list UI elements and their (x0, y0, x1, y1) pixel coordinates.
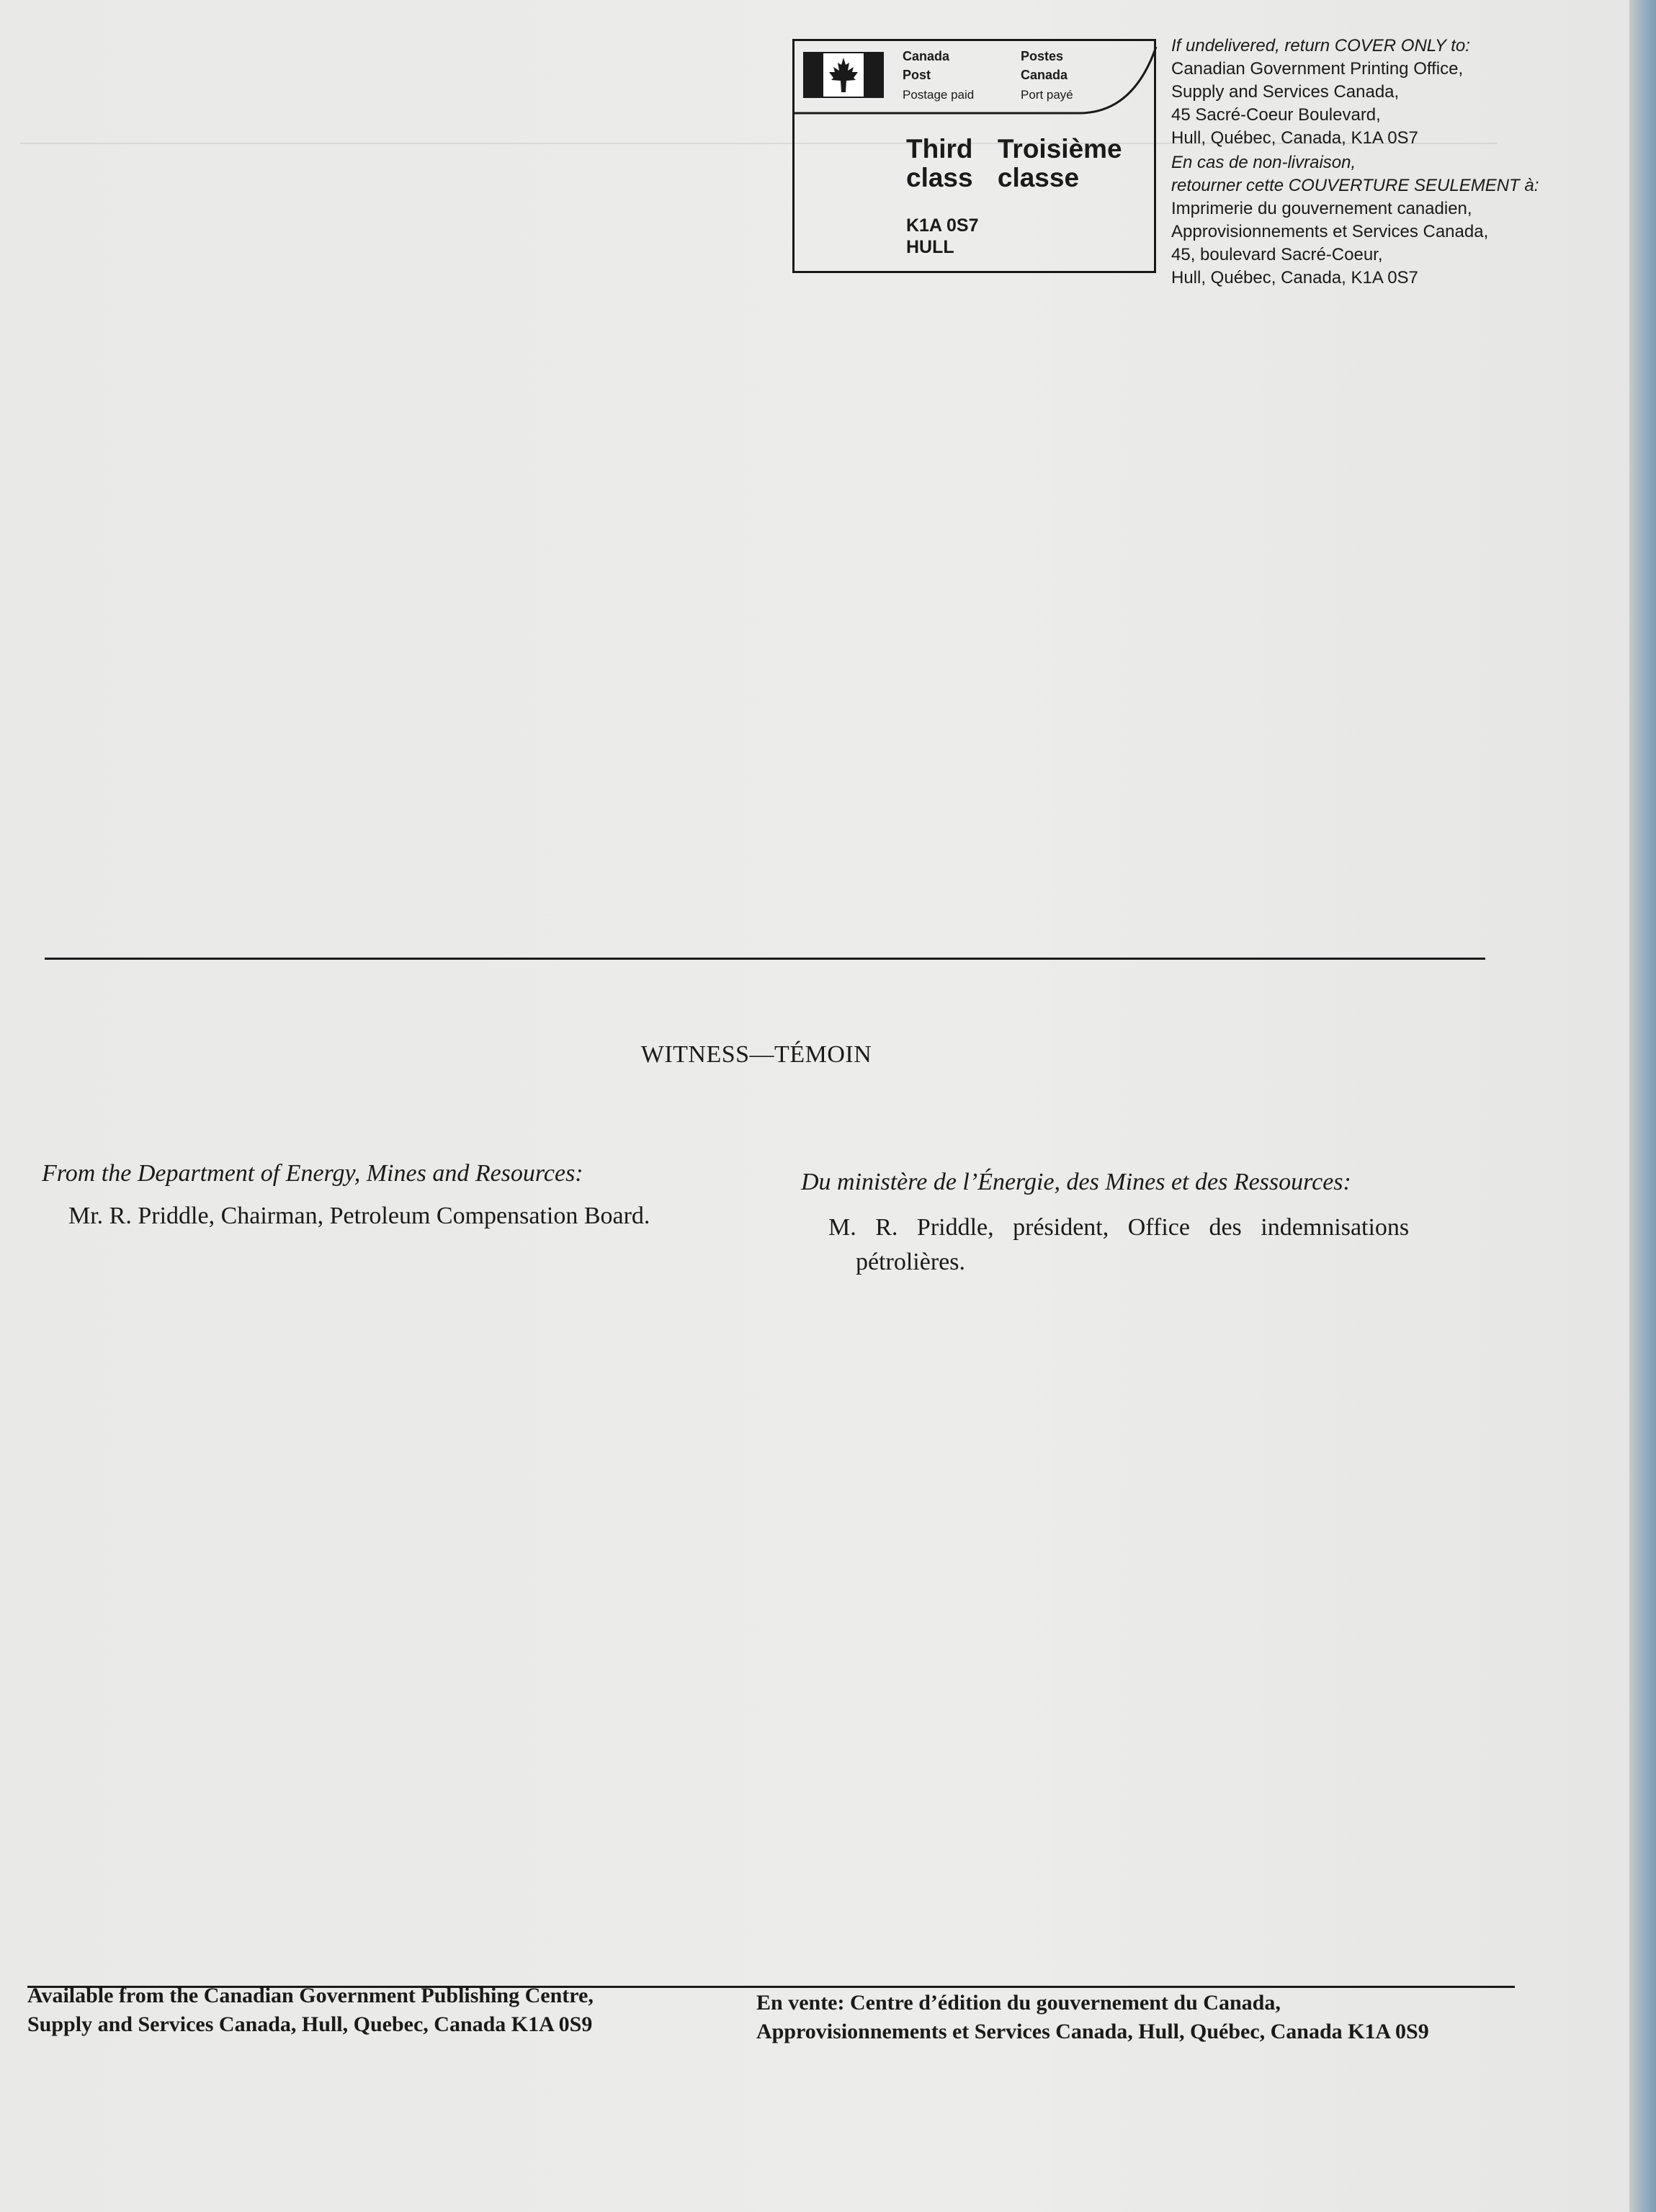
return-fr-line1: En cas de non-livraison, (1171, 153, 1356, 172)
return-en-line4: 45 Sacré-Coeur Boulevard, (1171, 105, 1381, 125)
witness-top-rule (45, 958, 1485, 960)
return-fr-line6: Hull, Québec, Canada, K1A 0S7 (1171, 268, 1418, 287)
postage-paid-indicia (795, 41, 1154, 115)
binding-edge (1629, 0, 1656, 2212)
return-en-line1: If undelivered, return COVER ONLY to: (1171, 36, 1470, 55)
witness-name-fr-text1: M. R. Priddle, président, Office des indemnisations (828, 1214, 1410, 1241)
return-address-french (1171, 151, 1539, 290)
return-en-line2: Canadian Government Printing Office, (1171, 59, 1464, 79)
postal-city: HULL (906, 237, 954, 257)
return-fr-line4: Approvisionnements et Services Canada, (1171, 222, 1489, 241)
return-en-line3: Supply and Services Canada, (1171, 82, 1400, 102)
indicia-fr-line1: Postes (1021, 49, 1064, 63)
mail-class (906, 135, 1122, 192)
footer-en-line2: Supply and Services Canada, Hull, Quebec, Canada K1A 0S9 (27, 2012, 593, 2036)
return-address-english (1171, 35, 1470, 150)
indicia-en-line1: Canada (903, 49, 950, 63)
return-fr-line2: retourner cette COUVERTURE SEULEMENT à: (1171, 176, 1539, 195)
mailing-indicia-box (792, 39, 1156, 273)
indicia-fr-line3: Port payé (1021, 88, 1073, 102)
witness-name-fr-line2: pétrolières. (856, 1249, 965, 1275)
canada-flag-icon (803, 52, 884, 98)
bleed-through-left (14, 187, 742, 221)
indicia-en-line3: Postage paid (903, 88, 975, 102)
footer-english (27, 1981, 594, 2039)
footer-en-line1: Available from the Canadian Government Publishing Centre, (27, 1984, 594, 2007)
footer-fr-line2: Approvisionnements et Services Canada, Hull, Québec, Canada K1A 0S9 (756, 2020, 1429, 2043)
class-en-line1: Third (906, 134, 973, 164)
department-english: From the Department of Energy, Mines and Resources: (42, 1160, 583, 1187)
maple-leaf-icon (826, 56, 861, 94)
return-fr-line3: Imprimerie du gouvernement canadien, (1171, 199, 1472, 218)
department-french: Du ministère de l’Énergie, des Mines et des Ressources: (801, 1169, 1351, 1195)
indicia-en-line2: Post (903, 68, 931, 82)
witness-name-fr-line1 (828, 1210, 1523, 1245)
witness-name-english: Mr. R. Priddle, Chairman, Petroleum Compensation Board. (68, 1203, 650, 1229)
witness-name-french (828, 1210, 1523, 1280)
return-en-line5: Hull, Québec, Canada, K1A 0S7 (1171, 128, 1418, 148)
class-fr-line2: classe (997, 163, 1080, 192)
class-fr-line1: Troisième (997, 134, 1122, 164)
postal-code: K1A 0S7 (906, 215, 979, 236)
footer-fr-line1: En vente: Centre d’édition du gouvernement du Canada, (756, 1991, 1281, 2015)
class-en-line2: class (906, 163, 973, 192)
footer-french (756, 1989, 1429, 2046)
mail-postcode (906, 215, 979, 258)
return-fr-line5: 45, boulevard Sacré-Coeur, (1171, 245, 1383, 264)
indicia-fr-line2: Canada (1021, 68, 1068, 82)
witness-heading: WITNESS—TÉMOIN (640, 1041, 872, 1068)
